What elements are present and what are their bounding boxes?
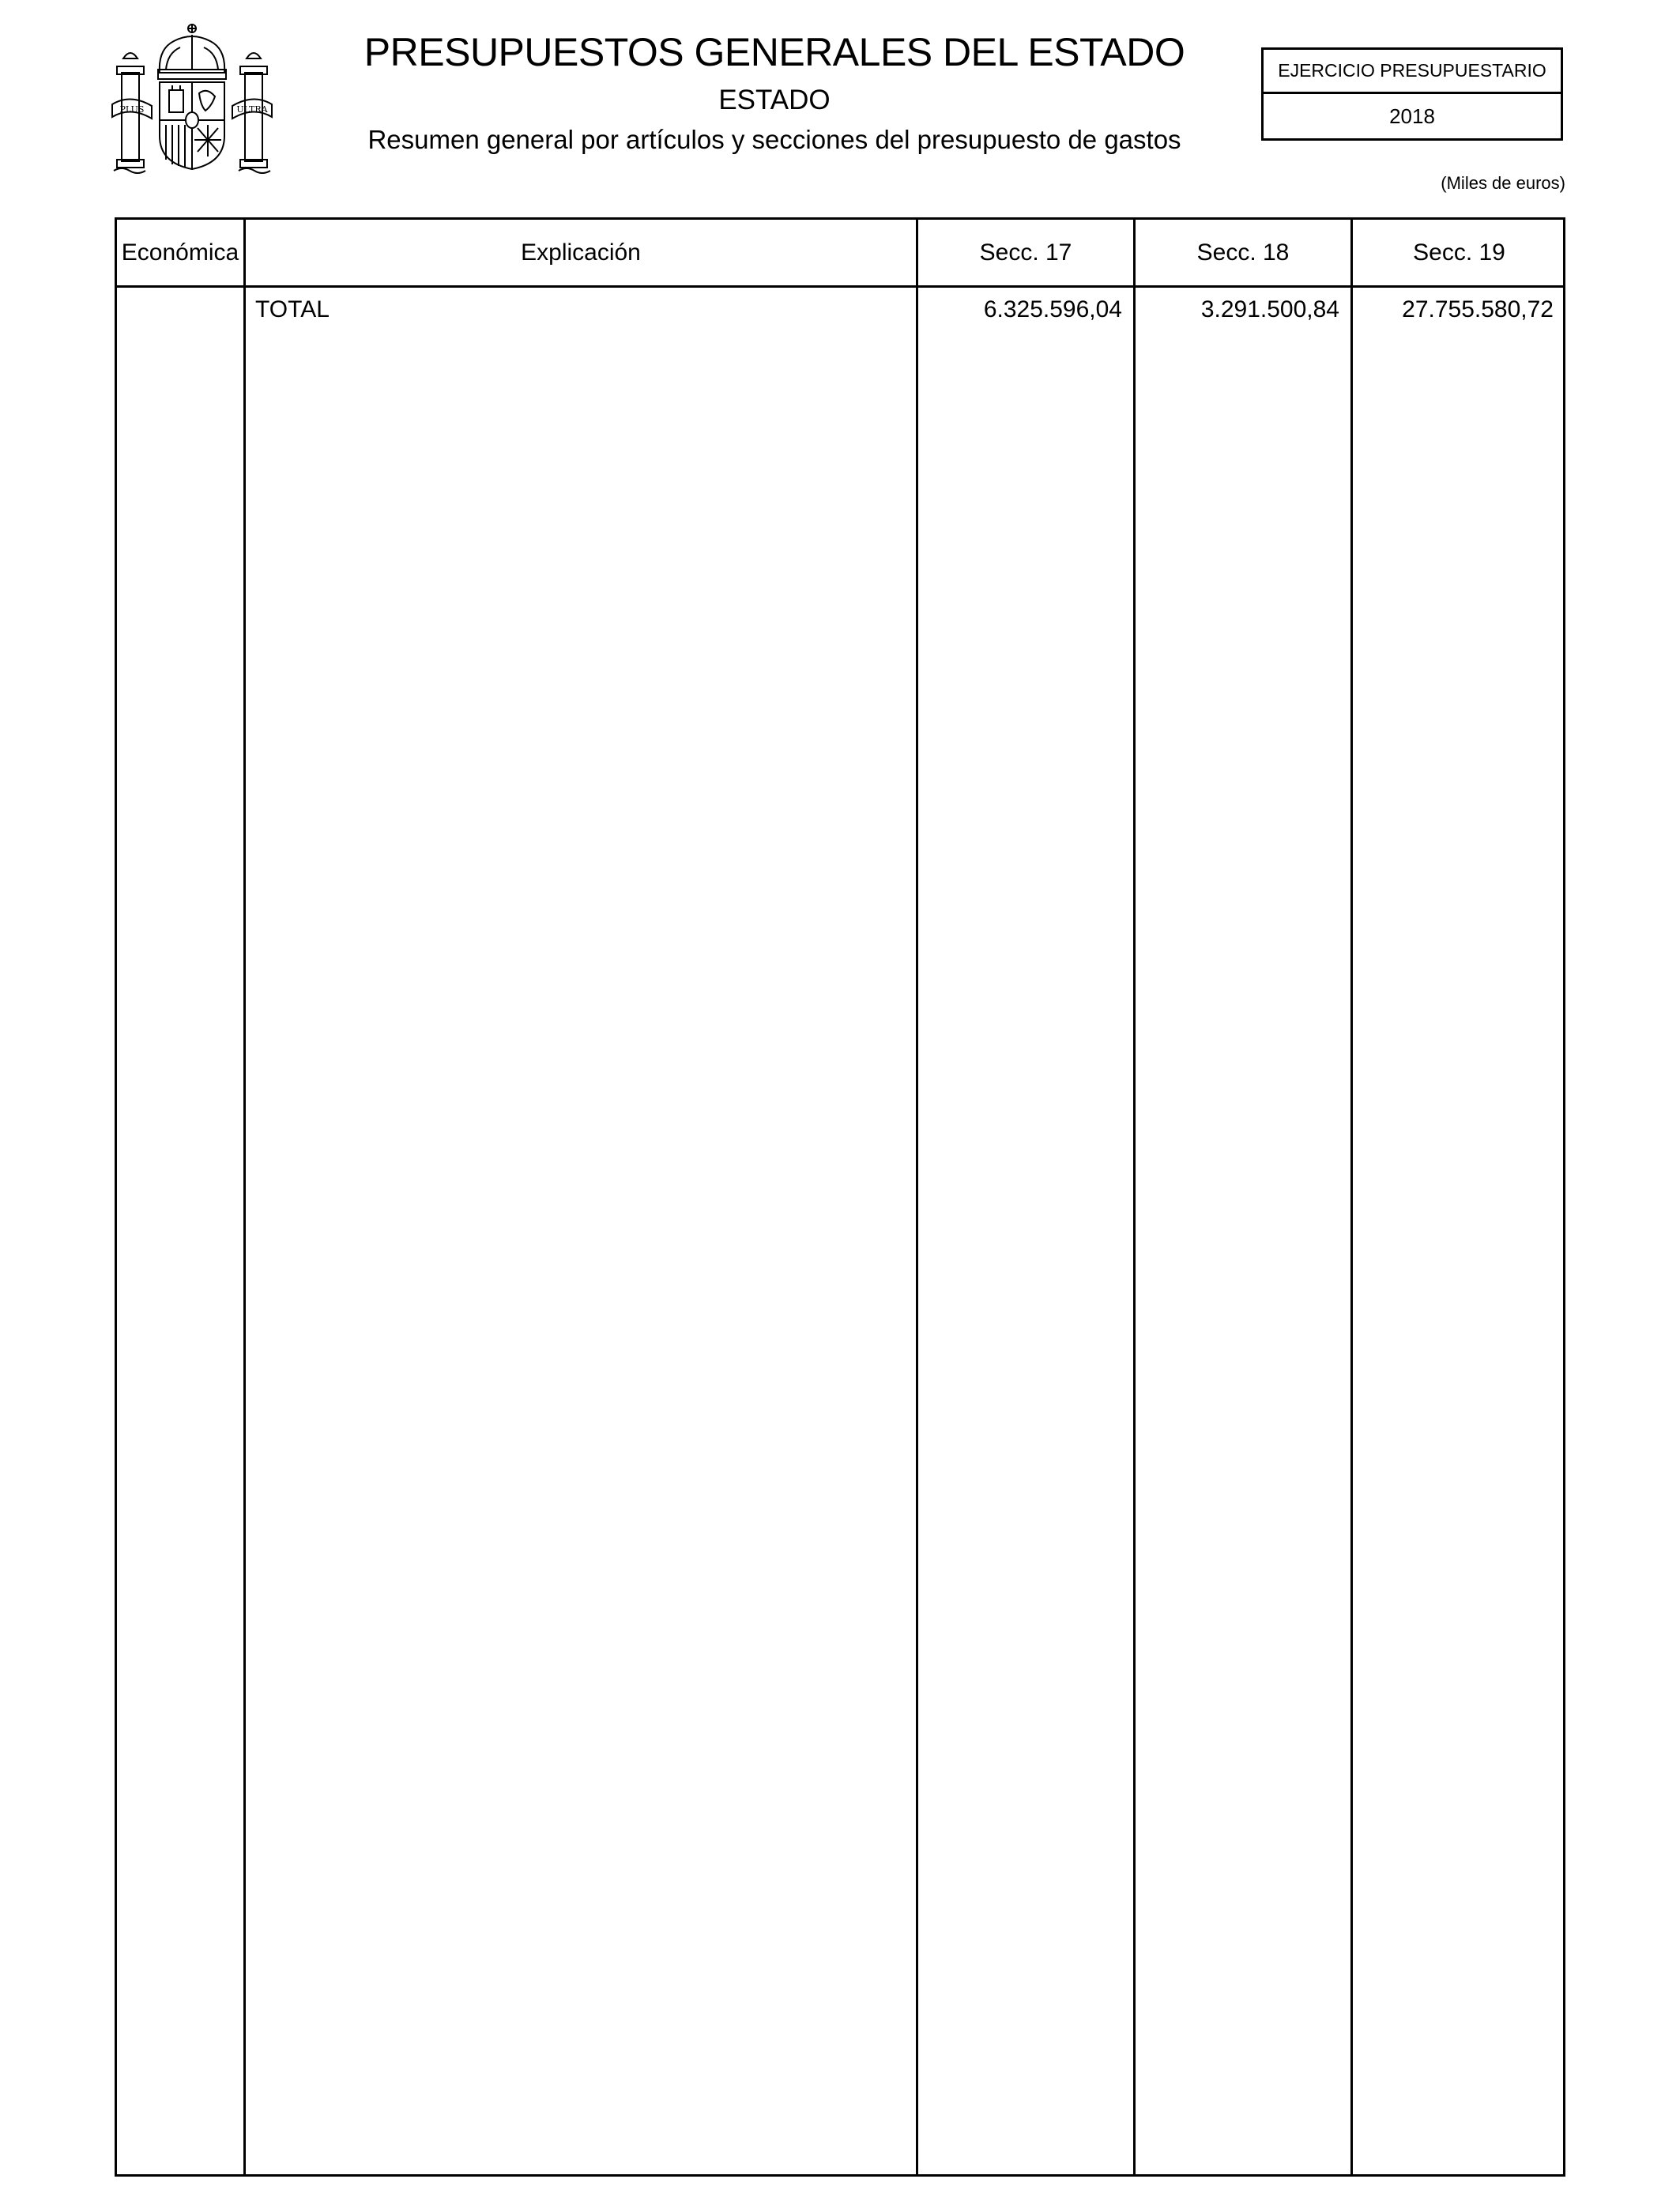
column-header-secc-17: Secc. 17 [979,239,1072,266]
cell-secc-18: 3.291.500,84 [1200,296,1339,322]
document-subtitle: ESTADO [718,85,831,115]
header-divider [117,285,1563,288]
column-header-secc-18: Secc. 18 [1196,239,1290,266]
document-title: PRESUPUESTOS GENERALES DEL ESTADO [363,30,1185,74]
column-header-economica: Económica [121,239,239,266]
column-divider [1350,220,1353,2174]
budget-table [115,217,1565,2177]
cell-secc-19: 27.755.580,72 [1402,296,1554,322]
budget-year-label: EJERCICIO PRESUPUESTARIO [1264,50,1561,94]
cell-secc-17: 6.325.596,04 [983,296,1122,322]
column-divider [243,220,246,2174]
cell-explicacion: TOTAL [255,296,330,322]
column-divider [916,220,918,2174]
column-header-explicacion: Explicación [521,239,641,266]
budget-year-value: 2018 [1389,104,1435,128]
budget-year-box [1261,47,1563,141]
column-divider [1133,220,1136,2174]
units-note: (Miles de euros) [1441,173,1565,193]
svg-text:ULTRA: ULTRA [236,104,268,115]
svg-text:PLUS: PLUS [119,104,145,115]
column-header-secc-19: Secc. 19 [1413,239,1505,266]
coat-of-arms-of-spain-icon [111,17,273,175]
document-description: Resumen general por artículos y secciones del presupuesto de gastos [367,125,1181,154]
